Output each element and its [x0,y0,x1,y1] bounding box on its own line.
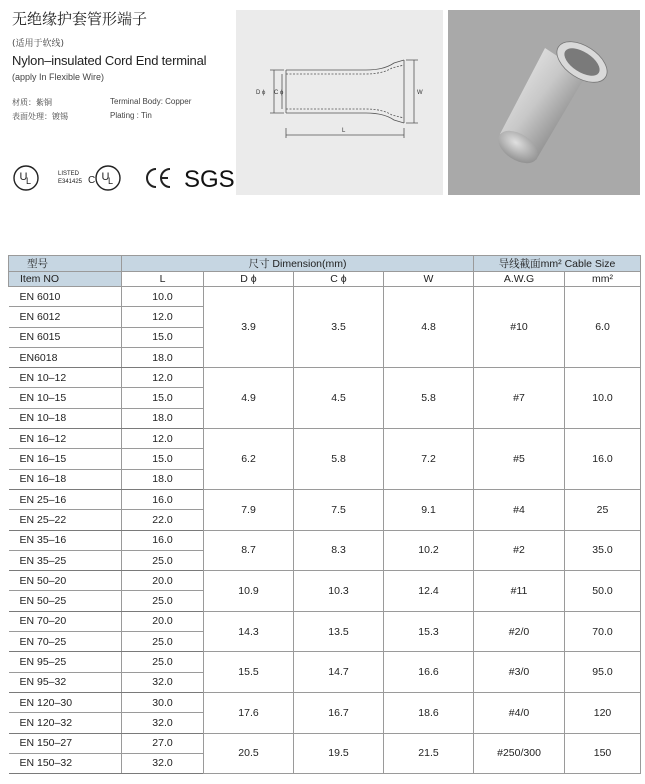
product-photo [448,10,640,195]
header-col-mm2: mm² [565,272,641,287]
item-number-cell: EN 16–12 [9,429,122,449]
cable-mm2-cell: 35.0 [565,530,641,571]
material-cn: 材质：紫铜 [12,98,52,107]
header-col-l: L [122,272,204,287]
diameter-d-cell: 10.9 [204,571,294,612]
product-subtitle-en: (apply In Flexible Wire) [12,72,105,82]
diameter-c-cell: 14.7 [294,652,384,693]
header-cable-size: 导线截面mm² Cable Size [474,256,641,272]
item-number-cell: EN 120–32 [9,713,122,733]
length-cell: 25.0 [122,652,204,672]
length-cell: 22.0 [122,510,204,530]
cable-mm2-cell: 120 [565,692,641,733]
header-col-awg: A.W.G [474,272,565,287]
spec-table-container [8,255,640,774]
table-row [9,652,641,672]
item-number-cell: EN 6010 [9,287,122,307]
width-w-cell: 4.8 [384,287,474,368]
table-row [9,530,641,550]
length-cell: 15.0 [122,327,204,347]
awg-cell: #4/0 [474,692,565,733]
diameter-c-cell: 8.3 [294,530,384,571]
item-number-cell: EN 6012 [9,307,122,327]
material-en: Terminal Body: Copper [110,97,192,106]
length-cell: 32.0 [122,713,204,733]
width-w-cell: 12.4 [384,571,474,612]
item-number-cell: EN 95–32 [9,672,122,692]
diameter-d-cell: 15.5 [204,652,294,693]
table-row [9,429,641,449]
diameter-c-cell: 7.5 [294,489,384,530]
length-cell: 10.0 [122,287,204,307]
length-cell: 15.0 [122,449,204,469]
diameter-c-cell: 4.5 [294,368,384,429]
width-w-cell: 16.6 [384,652,474,693]
diameter-c-cell: 19.5 [294,733,384,774]
listed-label: LISTED [58,171,80,177]
diameter-d-cell: 3.9 [204,287,294,368]
cable-mm2-cell: 70.0 [565,611,641,652]
cable-mm2-cell: 50.0 [565,571,641,612]
header-dimension: 尺寸 Dimension(mm) [122,256,474,272]
diameter-d-cell: 4.9 [204,368,294,429]
table-row [9,611,641,631]
awg-cell: #2/0 [474,611,565,652]
awg-cell: #4 [474,489,565,530]
width-w-cell: 5.8 [384,368,474,429]
item-number-cell: EN 95–25 [9,652,122,672]
width-w-cell: 10.2 [384,530,474,571]
cable-mm2-cell: 95.0 [565,652,641,693]
table-row [9,571,641,591]
item-number-cell: EN6018 [9,347,122,367]
diameter-c-cell: 3.5 [294,287,384,368]
item-number-cell: EN 120–30 [9,692,122,712]
svg-text:C: C [88,175,96,186]
item-number-cell: EN 6015 [9,327,122,347]
item-number-cell: EN 35–16 [9,530,122,550]
length-cell: 12.0 [122,307,204,327]
item-number-cell: EN 50–25 [9,591,122,611]
item-number-cell: EN 16–15 [9,449,122,469]
item-number-cell: EN 35–25 [9,550,122,570]
diameter-d-cell: 6.2 [204,429,294,490]
header-type-cn: 型号 [9,256,122,272]
awg-cell: #11 [474,571,565,612]
cable-mm2-cell: 150 [565,733,641,774]
length-cell: 32.0 [122,672,204,692]
finish-cn: 表面处理：镀锡 [12,112,68,121]
ul-mark-icon [14,166,38,190]
svg-text:L: L [108,176,114,186]
width-w-cell: 9.1 [384,489,474,530]
cul-mark-icon [88,166,120,190]
item-number-cell: EN 10–18 [9,408,122,428]
cable-mm2-cell: 10.0 [565,368,641,429]
diameter-d-cell: 17.6 [204,692,294,733]
length-cell: 30.0 [122,692,204,712]
diameter-c-cell: 13.5 [294,611,384,652]
awg-cell: #250/300 [474,733,565,774]
length-cell: 12.0 [122,429,204,449]
length-cell: 32.0 [122,753,204,773]
diameter-d-cell: 20.5 [204,733,294,774]
item-number-cell: EN 10–15 [9,388,122,408]
diameter-c-cell: 10.3 [294,571,384,612]
length-cell: 18.0 [122,408,204,428]
product-subtitle-cn: (适用于软线) [12,39,65,49]
table-row [9,368,641,388]
svg-text:U: U [19,171,28,183]
item-number-cell: EN 16–18 [9,469,122,489]
header-col-d: D ϕ [204,272,294,287]
cable-mm2-cell: 6.0 [565,287,641,368]
width-w-cell: 15.3 [384,611,474,652]
item-number-cell: EN 150–27 [9,733,122,753]
length-cell: 18.0 [122,347,204,367]
diameter-d-cell: 14.3 [204,611,294,652]
length-cell: 16.0 [122,530,204,550]
diameter-c-cell: 5.8 [294,429,384,490]
item-number-cell: EN 25–16 [9,489,122,509]
product-title-en: Nylon–insulated Cord End terminal [12,53,207,68]
awg-cell: #2 [474,530,565,571]
svg-text:L: L [26,176,32,186]
width-w-cell: 18.6 [384,692,474,733]
table-row [9,733,641,753]
awg-cell: #10 [474,287,565,368]
awg-cell: #5 [474,429,565,490]
header-col-w: W [384,272,474,287]
spec-table [8,255,641,774]
table-row [9,489,641,509]
width-w-cell: 7.2 [384,429,474,490]
length-cell: 20.0 [122,611,204,631]
ce-mark-icon [147,169,170,187]
certification-marks [10,160,246,196]
svg-text:U: U [101,171,110,183]
cable-mm2-cell: 25 [565,489,641,530]
dimension-diagram [236,10,443,195]
diameter-d-cell: 8.7 [204,530,294,571]
item-number-cell: EN 70–25 [9,632,122,652]
cable-mm2-cell: 16.0 [565,429,641,490]
item-number-cell: EN 70–20 [9,611,122,631]
diameter-c-cell: 16.7 [294,692,384,733]
length-cell: 15.0 [122,388,204,408]
length-cell: 25.0 [122,632,204,652]
item-number-cell: EN 10–12 [9,368,122,388]
item-number-cell: EN 25–22 [9,510,122,530]
length-cell: 12.0 [122,368,204,388]
length-cell: 16.0 [122,489,204,509]
length-cell: 25.0 [122,591,204,611]
dimension-label-l: L [342,128,346,134]
dimension-label-w: W [417,90,423,96]
dimension-label-d: D ϕ [256,90,266,96]
length-cell: 18.0 [122,469,204,489]
product-title-cn: 无绝缘护套管形端子 [12,10,148,28]
diameter-d-cell: 7.9 [204,489,294,530]
width-w-cell: 21.5 [384,733,474,774]
awg-cell: #3/0 [474,652,565,693]
item-number-cell: EN 150–32 [9,753,122,773]
length-cell: 20.0 [122,571,204,591]
length-cell: 25.0 [122,550,204,570]
spec-table-body [9,287,641,774]
finish-en: Plating : Tin [110,111,152,120]
table-row [9,287,641,307]
ul-file-number: E341425 [58,179,83,185]
dimension-label-c: C ϕ [274,90,284,96]
awg-cell: #7 [474,368,565,429]
sgs-mark: SGS [184,166,235,193]
table-row [9,692,641,712]
item-number-cell: EN 50–20 [9,571,122,591]
product-header [0,0,645,200]
length-cell: 27.0 [122,733,204,753]
header-col-c: C ϕ [294,272,384,287]
header-item-no: Item NO [9,272,122,287]
